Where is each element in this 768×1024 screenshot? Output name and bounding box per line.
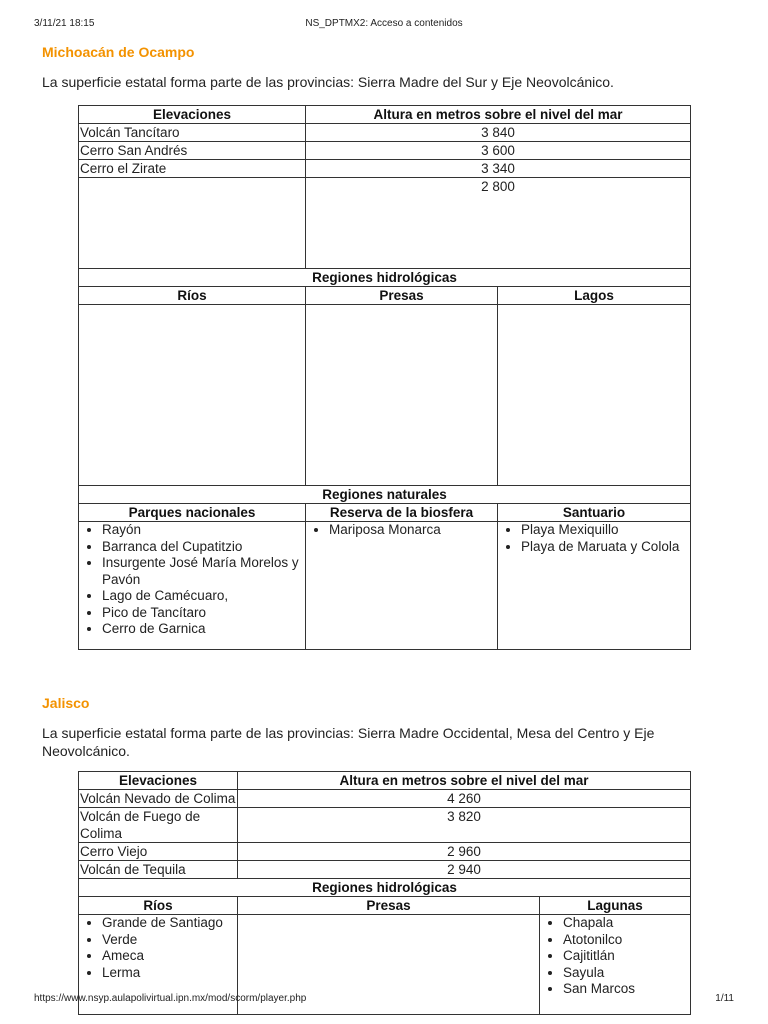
biosphere-reserve-header: Reserva de la biosfera: [306, 504, 498, 522]
lagoons-header: Lagunas: [540, 897, 691, 915]
print-title: NS_DPTMX2: Acceso a contenidos: [305, 18, 463, 29]
jalisco-table: [78, 771, 691, 1015]
list-item: • Rayón: [102, 522, 304, 539]
elevation-height: 2 940: [238, 861, 691, 879]
list-item: • Barranca del Cupatitzio: [102, 539, 304, 556]
list-item: • Lerma: [102, 965, 236, 982]
table-row: [79, 142, 691, 160]
table-row: [79, 160, 691, 178]
sanctuary-list: [499, 522, 689, 555]
elevation-name: Cerro Viejo: [79, 843, 238, 861]
list-item: • Chapala: [563, 915, 689, 932]
dams-header: Presas: [238, 897, 540, 915]
elevations-header: Elevaciones: [79, 106, 306, 124]
rivers-cell: [79, 305, 306, 486]
elevation-name: Volcán Nevado de Colima: [79, 790, 238, 808]
hydro-regions-header: Regiones hidrológicas: [79, 269, 691, 287]
lagoons-list: [541, 915, 689, 998]
list-item: • Sayula: [563, 965, 689, 982]
elevation-height: 3 340: [306, 160, 691, 178]
list-item: • Ameca: [102, 948, 236, 965]
rivers-list: [80, 915, 236, 981]
print-date: 3/11/21 18:15: [34, 18, 95, 29]
list-item: • San Marcos: [563, 981, 689, 998]
page-url: https://www.nsyp.aulapolivirtual.ipn.mx/mod/scorm/player.php: [34, 993, 307, 1004]
rivers-header: Ríos: [79, 287, 306, 305]
elevation-name: Volcán de Tequila: [79, 861, 238, 879]
national-parks-cell: [79, 522, 306, 650]
dams-header: Presas: [306, 287, 498, 305]
hydro-empty-row: [79, 305, 691, 486]
elevation-height: 2 800: [306, 178, 691, 269]
elevation-name: [79, 178, 306, 269]
elevations-header: Elevaciones: [79, 772, 238, 790]
list-item: • Playa Mexiquillo: [521, 522, 689, 539]
national-parks-header: Parques nacionales: [79, 504, 306, 522]
biosphere-reserve-list: [307, 522, 496, 539]
biosphere-reserve-cell: [306, 522, 498, 650]
table-row: [79, 843, 691, 861]
lakes-header: Lagos: [498, 287, 691, 305]
list-item: • Cajititlán: [563, 948, 689, 965]
list-item: • Grande de Santiago: [102, 915, 236, 932]
jalisco-title: Jalisco: [42, 695, 90, 711]
altitude-header: Altura en metros sobre el nivel del mar: [306, 106, 691, 124]
sanctuary-cell: [498, 522, 691, 650]
rivers-header: Ríos: [79, 897, 238, 915]
elevation-height: 4 260: [238, 790, 691, 808]
table-row: [79, 124, 691, 142]
altitude-header: Altura en metros sobre el nivel del mar: [238, 772, 691, 790]
list-item: • Playa de Maruata y Colola: [521, 539, 689, 556]
elevation-height: 3 840: [306, 124, 691, 142]
list-item: • Atotonilco: [563, 932, 689, 949]
table-row: [79, 808, 691, 843]
list-item: • Insurgente José María Morelos y Pavón: [102, 555, 304, 588]
michoacan-table: [78, 105, 691, 650]
elevation-height: 2 960: [238, 843, 691, 861]
table-row: [79, 861, 691, 879]
lakes-cell: [498, 305, 691, 486]
table-row: [79, 790, 691, 808]
elevation-name: Cerro San Andrés: [79, 142, 306, 160]
list-item: • Pico de Tancítaro: [102, 605, 304, 622]
list-item: • Verde: [102, 932, 236, 949]
michoacan-title: Michoacán de Ocampo: [42, 44, 195, 60]
jalisco-intro: La superficie estatal forma parte de las provincias: Sierra Madre Occidental, Mesa del Centro y Eje Neovolcánico.: [42, 725, 655, 759]
table-row: [79, 178, 691, 269]
list-item: • Lago de Camécuaro,: [102, 588, 304, 605]
natural-regions-header: Regiones naturales: [79, 486, 691, 504]
elevation-height: 3 600: [306, 142, 691, 160]
hydro-regions-header: Regiones hidrológicas: [79, 879, 691, 897]
lagoons-cell: [540, 915, 691, 1015]
michoacan-intro: La superficie estatal forma parte de las provincias: Sierra Madre del Sur y Eje Neovolcánico.: [42, 74, 614, 90]
elevation-height: 3 820: [238, 808, 691, 843]
elevation-name: Volcán Tancítaro: [79, 124, 306, 142]
national-parks-list: [80, 522, 304, 638]
list-item: • Cerro de Garnica: [102, 621, 304, 638]
dams-cell: [306, 305, 498, 486]
page-number: 1/11: [715, 993, 734, 1004]
elevation-name: Volcán de Fuego de Colima: [79, 808, 238, 843]
elevation-name: Cerro el Zirate: [79, 160, 306, 178]
sanctuary-header: Santuario: [498, 504, 691, 522]
print-header: [0, 18, 768, 32]
list-item: • Mariposa Monarca: [329, 522, 496, 539]
